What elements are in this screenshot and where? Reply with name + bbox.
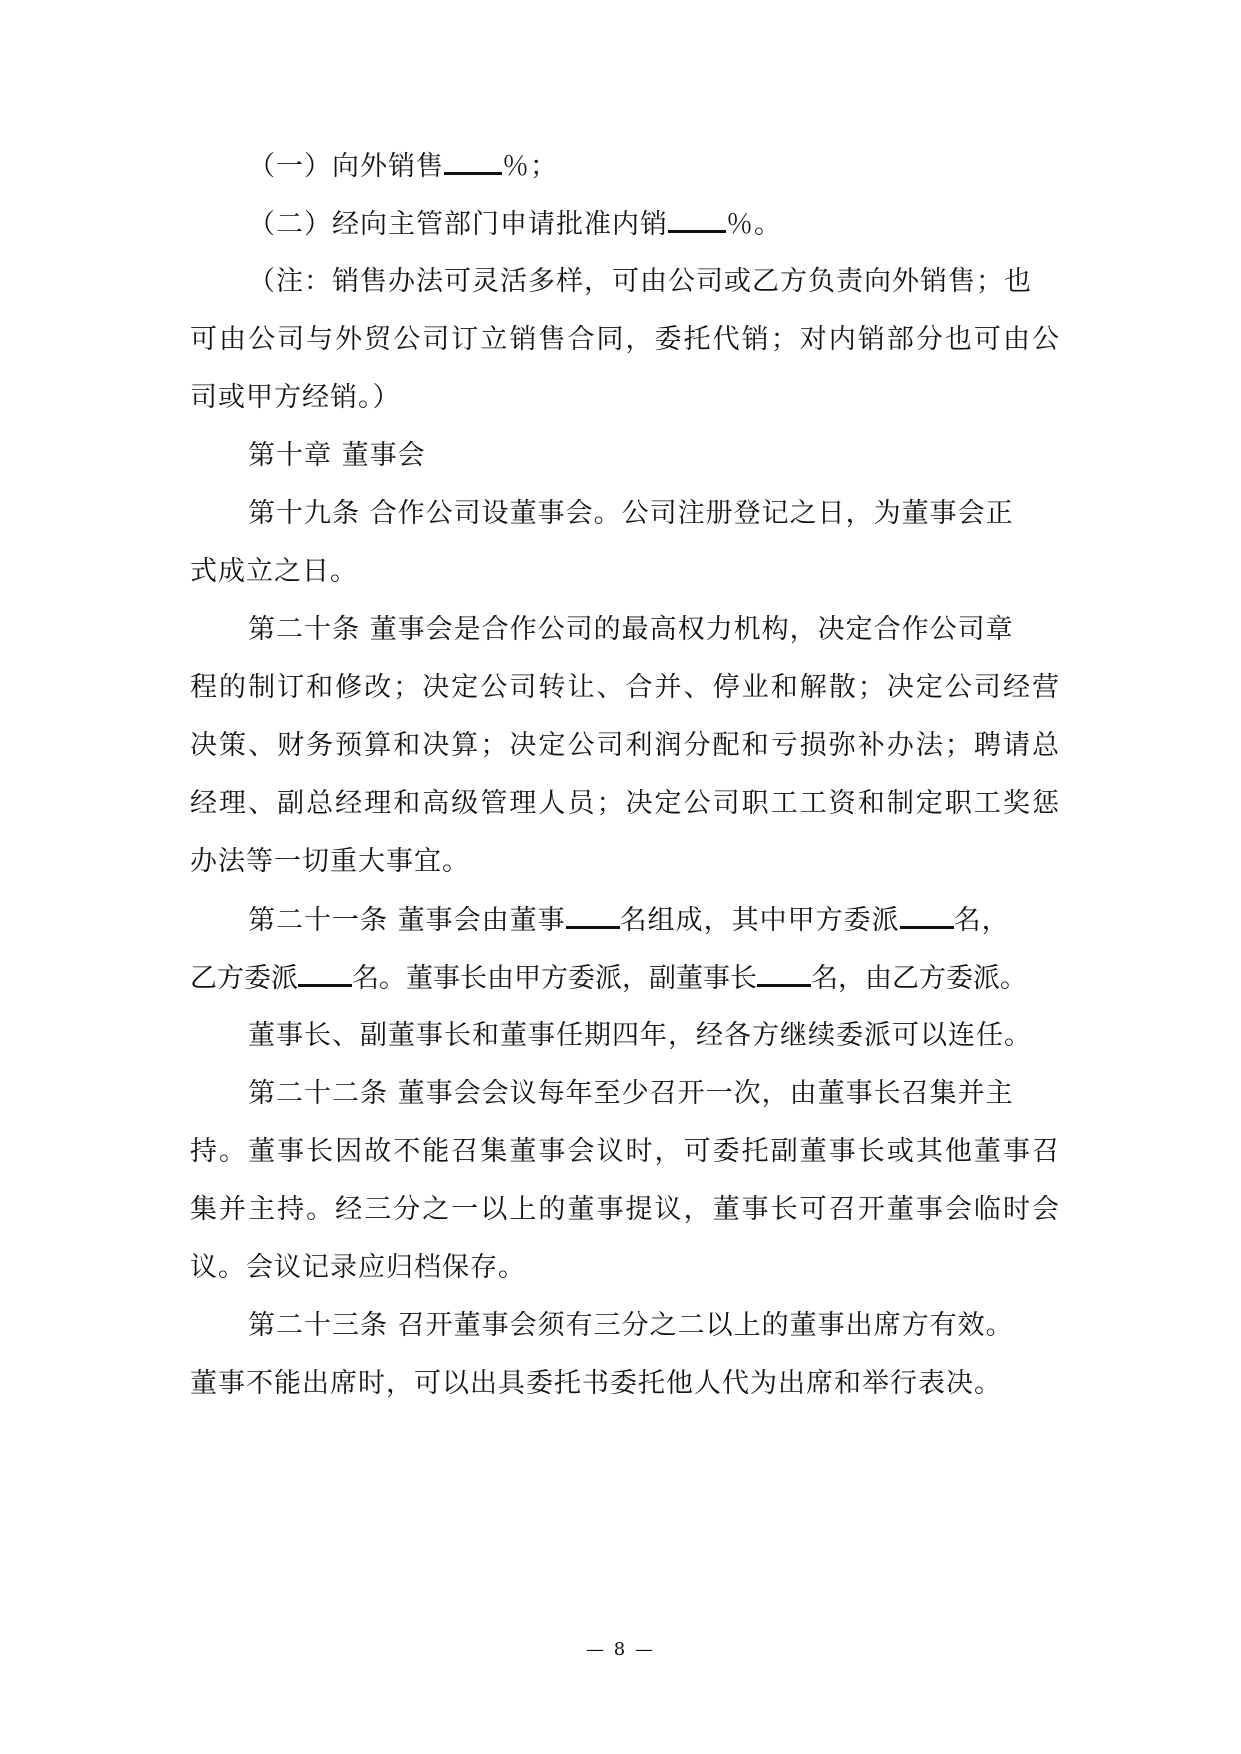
article-22-line: 持。董事长因故不能召集董事会议时，可委托副董事长或其他董事召 xyxy=(190,1136,1060,1167)
article-22-line: 集并主持。经三分之一以上的董事提议，董事长可召开董事会临时会 xyxy=(190,1194,1060,1225)
note-line: 可由公司与外贸公司订立销售合同，委托代销；对内销部分也可由公 xyxy=(190,324,1060,355)
article-20-line: 决策、财务预算和决算；决定公司利润分配和亏损弥补办法；聘请总 xyxy=(190,730,1060,761)
article-20-line: 第二十条 董事会是合作公司的最高权力机构，决定合作公司章 xyxy=(248,614,1014,645)
page-number: — 8 — xyxy=(586,1639,655,1660)
term-line: 董事长、副董事长和董事任期四年，经各方继续委派可以连任。 xyxy=(248,1020,1032,1051)
clause-text: 名， xyxy=(953,905,1010,936)
article-19-line: 第十九条 合作公司设董事会。公司注册登记之日，为董事会正 xyxy=(248,498,1014,529)
blank-field xyxy=(566,902,620,929)
blank-field xyxy=(900,902,954,929)
blank-field xyxy=(757,960,811,987)
blank-field xyxy=(298,960,352,987)
sales-clause-2 xyxy=(248,206,1118,243)
article-20-line: 办法等一切重大事宜。 xyxy=(190,846,470,877)
chapter-heading: 第十章 董事会 xyxy=(248,440,426,471)
article-22-line: 议。会议记录应归档保存。 xyxy=(190,1252,526,1283)
sales-clause-1 xyxy=(248,148,1118,185)
article-20-line: 经理、副总经理和高级管理人员；决定公司职工工资和制定职工奖惩 xyxy=(190,788,1060,819)
clause-text: （一）向外销售 xyxy=(248,151,444,182)
clause-text: 名组成，其中甲方委派 xyxy=(619,905,900,936)
article-19-line: 式成立之日。 xyxy=(190,556,358,587)
article-23-line: 第二十三条 召开董事会须有三分之二以上的董事出席方有效。 xyxy=(248,1310,1014,1341)
blank-field xyxy=(444,148,502,175)
clause-text: （二）经向主管部门申请批准内销 xyxy=(248,209,668,240)
clause-text: ％。 xyxy=(726,209,782,240)
article-22-line: 第二十二条 董事会会议每年至少召开一次，由董事长召集并主 xyxy=(248,1078,1014,1109)
blank-field xyxy=(668,206,726,233)
article-21-line xyxy=(248,902,1118,939)
note-line: 司或甲方经销。） xyxy=(190,382,401,413)
clause-text: 名，由乙方委派。 xyxy=(811,963,1027,994)
article-21-line xyxy=(190,960,1060,997)
clause-text: ％； xyxy=(502,151,558,182)
article-23-line: 董事不能出席时，可以出具委托书委托他人代为出席和举行表决。 xyxy=(190,1368,1002,1399)
clause-text: 名。董事长由甲方委派，副董事长 xyxy=(352,963,757,994)
clause-text: 乙方委派 xyxy=(190,963,298,994)
clause-text: 第二十一条 董事会由董事 xyxy=(248,905,566,936)
article-20-line: 程的制订和修改；决定公司转让、合并、停业和解散；决定公司经营 xyxy=(190,672,1060,703)
note-line: （注：销售办法可灵活多样，可由公司或乙方负责向外销售；也 xyxy=(248,266,1032,297)
